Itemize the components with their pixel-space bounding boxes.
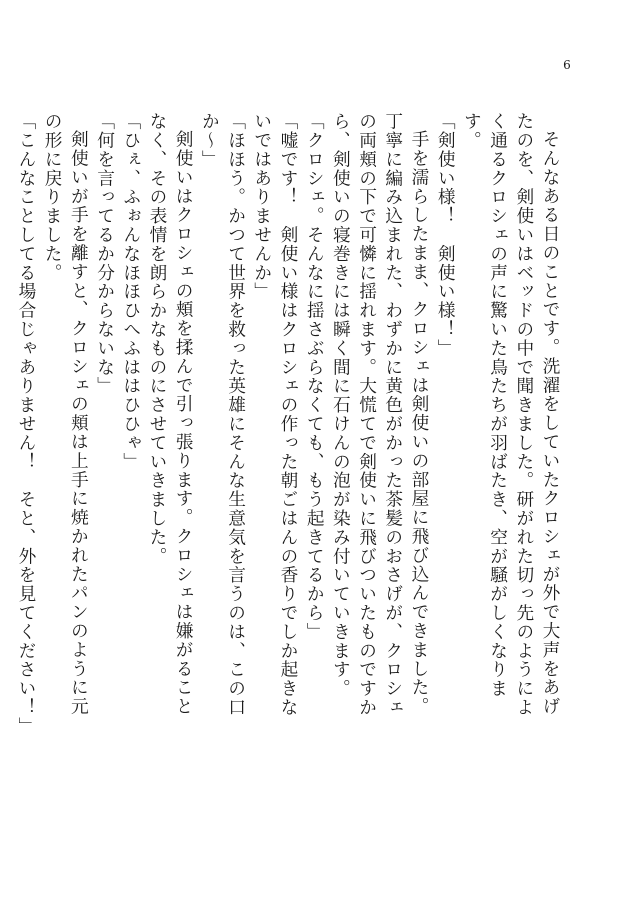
paragraph: 手を濡らしたまま、クロシェは剣使いの部屋に飛び込んできました。丁寧に編み込まれた、わずかに黄色がかった茶髪のおさげが、クロシェの両頬の下で可憐に揺れます。大慌てで剣使いに飛びついたものですから、剣使いの寝巻きには瞬く間に石けんの泡が染み付いていきます。 xyxy=(330,112,429,717)
dialogue-line: 「クロシェ。そんなに揺さぶらなくても、もう起きてるから」 xyxy=(304,112,325,642)
dialogue-line: 「剣使い様！ 剣使い様！」 xyxy=(435,112,456,358)
paragraph: 剣使いはクロシェの頬を揉んで引っ張ります。クロシェは嫌がることなく、その表情を朗らかなものにさせていきました。 xyxy=(146,112,194,716)
dialogue-line: 「嘘です！ 剣使い様はクロシェの作った朝ごはんの香りでしか起きないではありませんか」 xyxy=(251,112,298,717)
dialogue-line: 「何を言ってるか分からないな」 xyxy=(94,112,115,396)
paragraph: そんなある日のことです。洗濯をしていたクロシェが外で大声をあげたのを、剣使いはベッドの中で聞きました。研がれた切っ先のようによく通るクロシェの声に驚いた鳥たちが羽ばたき、空が騒がしくなります。 xyxy=(461,112,560,717)
dialogue-line: 「ほほう。かつて世界を救った英雄にそんな生意気を言うのは、この口か～」 xyxy=(199,112,246,717)
paragraph: 剣使いが手を離すと、クロシェの頬は上手に焼かれたパンのように元の形に戻りました。 xyxy=(42,112,89,716)
page-number: 6 xyxy=(563,58,571,72)
dialogue-line: 「ひぇ、ふぉんなほほひへふははひひゃ」 xyxy=(120,112,141,472)
body-text xyxy=(13,112,563,736)
dialogue-line: 「こんなことしてる場合じゃありません！ そと、外を見てください！」 xyxy=(15,112,36,736)
